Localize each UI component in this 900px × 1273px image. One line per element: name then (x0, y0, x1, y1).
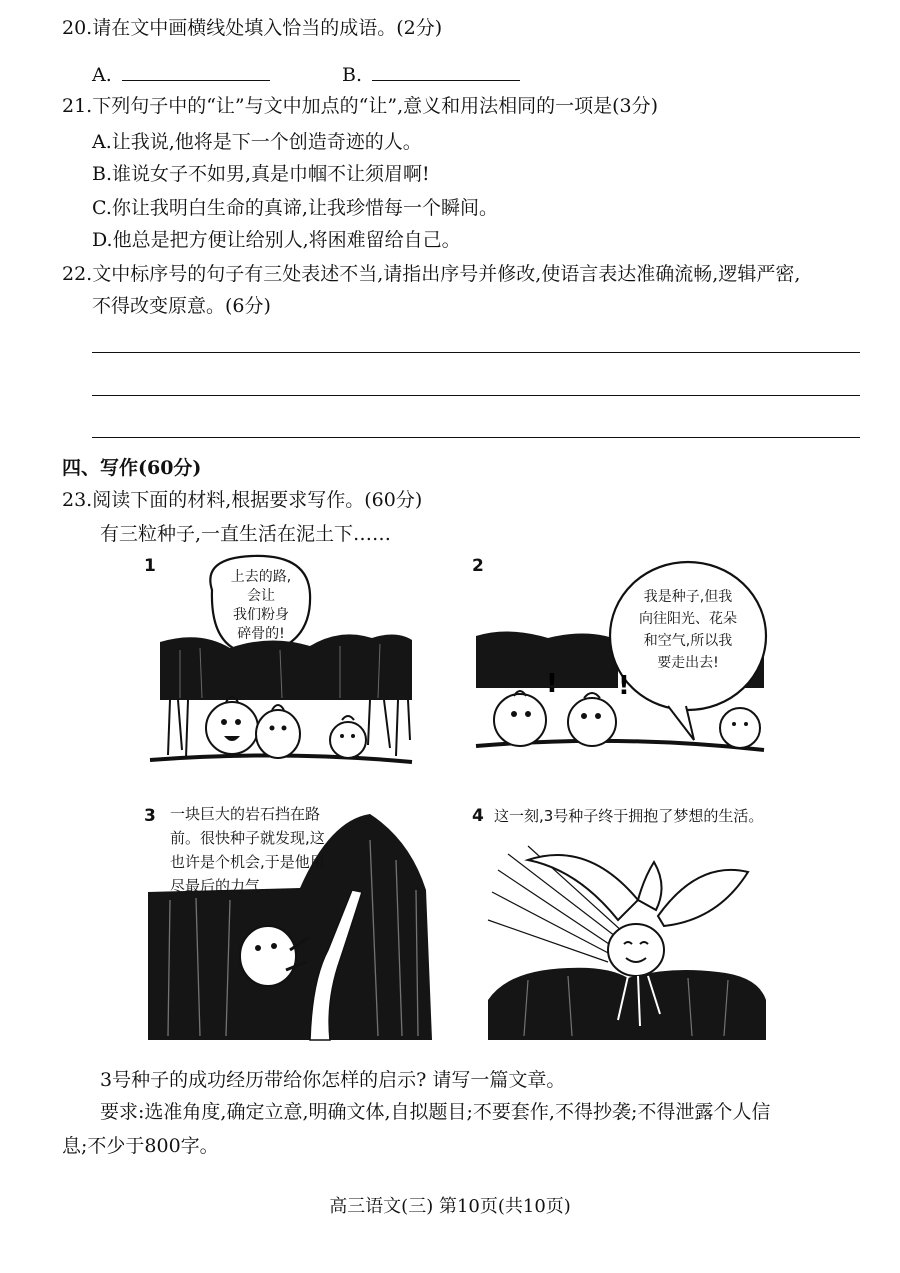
panel-4-drawing (468, 800, 778, 1045)
question-22-stem-line1: 22.文中标序号的句子有三处表述不当,请指出序号并修改,使语言表达准确流畅,逻辑严密, (62, 263, 801, 285)
panel-3-number: 3 (144, 806, 156, 826)
panel-3-caption-line-2: 前。很快种子就发现,这 (170, 829, 325, 847)
comic-panel-1 (140, 550, 420, 772)
question-22-stem-line2: 不得改变原意。(6分) (92, 295, 271, 317)
comic-panel-3 (140, 800, 440, 1045)
writing-requirements-line1: 要求:选准角度,确定立意,明确文体,自拟题目;不要套作,不得抄袭;不得泄露个人信 (100, 1101, 771, 1123)
blank-a-label: A. (92, 64, 112, 86)
comic-intro: 有三粒种子,一直生活在泥土下…… (100, 523, 392, 545)
panel-1-bubble-line-1: 上去的路, (230, 569, 292, 585)
panel-4-number: 4 (472, 806, 484, 826)
panel-1-bubble-line-4: 碎骨的! (237, 626, 285, 642)
panel-2-bubble-line-1: 我是种子,但我 (643, 589, 733, 605)
svg-text:!: ! (618, 671, 630, 701)
question-20-blank-a (92, 60, 270, 89)
panel-2-bubble-line-2: 向往阳光、花朵 (639, 611, 737, 627)
question-21-stem: 21.下列句子中的“让”与文中加点的“让”,意义和用法相同的一项是(3分) (62, 95, 659, 117)
panel-2-number: 2 (472, 556, 484, 576)
question-20-stem: 20.请在文中画横线处填入恰当的成语。(2分) (62, 17, 443, 39)
question-21-option-b: B.谁说女子不如男,真是巾帼不让须眉啊! (92, 163, 430, 185)
panel-2-bubble-line-4: 要走出去! (657, 655, 719, 671)
panel-1-bubble-line-2: 会让 (247, 588, 275, 604)
page-footer: 高三语文(三) 第10页(共10页) (329, 1196, 571, 1217)
blank-a-line[interactable] (122, 60, 270, 81)
question-20-blank-b (342, 60, 520, 89)
answer-line-2[interactable] (92, 395, 860, 396)
comic-panel-2 (468, 550, 768, 772)
question-21-option-c: C.你让我明白生命的真谛,让我珍惜每一个瞬间。 (92, 197, 498, 219)
panel-3-caption-line-1: 一块巨大的岩石挡在路 (170, 805, 321, 823)
writing-requirements-line2: 息;不少于800字。 (62, 1135, 219, 1157)
comic-panel-4 (468, 800, 778, 1045)
panel-2-bubble-line-3: 和空气,所以我 (643, 633, 733, 649)
panel-4-caption: 这一刻,3号种子终于拥抱了梦想的生活。 (494, 807, 764, 825)
panel-1-number: 1 (144, 556, 156, 576)
answer-line-3[interactable] (92, 437, 860, 438)
panel-1-bubble-line-3: 我们粉身 (233, 607, 289, 623)
writing-prompt: 3号种子的成功经历带给你怎样的启示? 请写一篇文章。 (100, 1069, 566, 1091)
question-23-stem: 23.阅读下面的材料,根据要求写作。(60分) (62, 489, 423, 511)
answer-line-1[interactable] (92, 352, 860, 353)
section-4-title: 四、写作(60分) (62, 457, 202, 479)
panel-3-caption-line-3: 也许是个机会,于是他用 (170, 853, 325, 871)
question-21-option-a: A.让我说,他将是下一个创造奇迹的人。 (92, 131, 422, 153)
question-21-option-d: D.他总是把方便让给别人,将困难留给自己。 (92, 229, 461, 251)
svg-text:!: ! (546, 669, 558, 699)
blank-b-line[interactable] (372, 60, 520, 81)
panel-3-caption-line-4: 尽最后的力气…… (170, 877, 291, 895)
blank-b-label: B. (342, 64, 363, 86)
